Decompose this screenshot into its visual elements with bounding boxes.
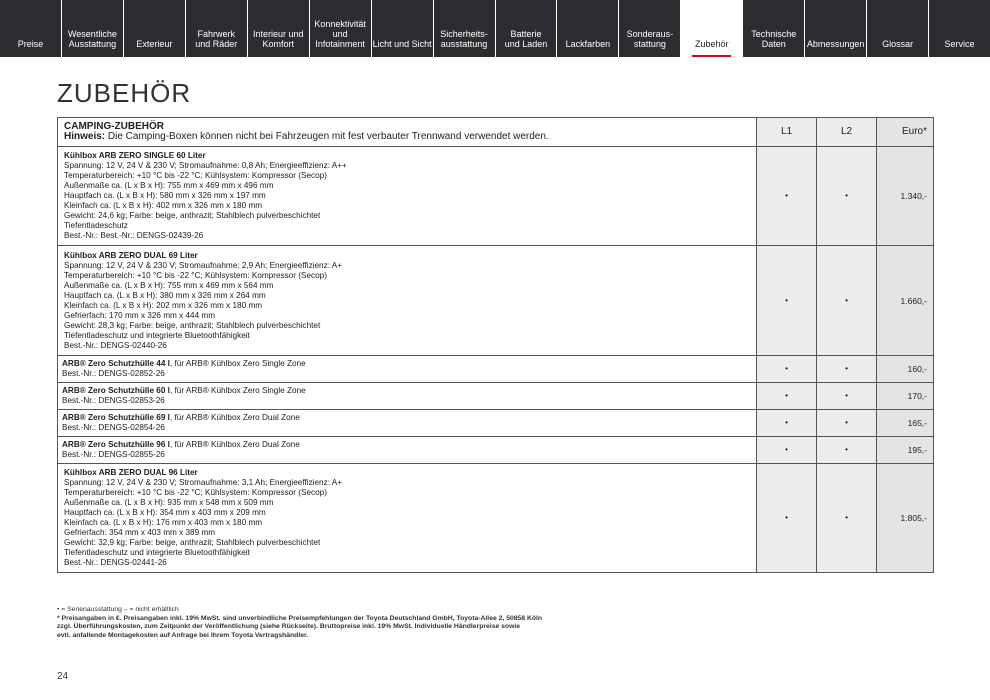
product-price: 165,- [877, 410, 934, 437]
availability-l1: • [757, 410, 817, 437]
availability-l2: • [817, 246, 877, 356]
availability-l1: • [757, 464, 817, 573]
availability-l1: • [757, 147, 817, 246]
availability-l1: • [757, 437, 817, 464]
product-details: Spannung: 12 V, 24 V & 230 V; Stromaufnahme: 0,8 Ah; Energieeffizienz: A++ Temperaturbereich: +10 °C bis -22 °C; Kühlsystem: Kompressor (Secop) Außenmaße ca. (L x B x H): 755 mm x 469 mm x 496 mm Hauptfach ca. (L x B x H): 580 mm x 326 mm x 197 mm Kleinfach ca. (L x B x H): 402 mm x 326 mm x 180 mm Gewicht: 24,6 kg; Farbe: beige, anthrazit; Stahlblech pulverbeschichtet Tiefentladeschutz Best.-Nr.: Best.-Nr.: DENGS-02439-26 [64, 161, 347, 240]
product-title: ARB® Zero Schutzhülle 60 l [62, 386, 170, 395]
nav-tab[interactable]: Technische Daten [743, 0, 805, 57]
product-details: , für ARB® Kühlbox Zero Dual Zone Best.-Nr.: DENGS-02854-26 [62, 413, 300, 432]
availability-l2: • [817, 383, 877, 410]
hint-text: Die Camping-Boxen können nicht bei Fahrzeugen mit fest verbauter Trennwand verwendet werden. [105, 131, 549, 142]
column-header-l1: L1 [757, 118, 817, 147]
section-title: CAMPING-ZUBEHÖR [64, 121, 164, 132]
product-description [58, 356, 757, 383]
product-title: Kühlbox ARB ZERO DUAL 96 Liter [64, 468, 198, 477]
page-title: ZUBEHÖR [57, 78, 192, 108]
nav-tab[interactable]: Zubehör [681, 0, 743, 57]
table-row [58, 356, 934, 383]
nav-tab[interactable]: Fahrwerk und Räder [186, 0, 248, 57]
nav-tab[interactable]: Abmessungen [805, 0, 867, 57]
nav-tab[interactable]: Glossar [867, 0, 929, 57]
product-price: 1.660,- [877, 246, 934, 356]
product-details: Spannung: 12 V, 24 V & 230 V; Stromaufnahme: 3,1 Ah; Energieeffizienz: A+ Temperaturbereich: +10 °C bis -22 °C; Kühlsystem: Kompressor (Secop) Außenmaße ca. (L x B x H): 935 mm x 548 mm x 509 mm Hauptfach ca. (L x B x H): 354 mm x 403 mm x 209 mm Kleinfach ca. (L x B x H): 176 mm x 403 mm x 180 mm Gefrierfach: 354 mm x 403 mm x 389 mm Gewicht: 32,9 kg; Farbe: beige, anthrazit; Stahlblech pulverbeschichtet Tiefentladeschutz und integrierte Bluetoothfähigkeit Best.-Nr.: DENGS-02441-26 [64, 478, 343, 567]
product-details: , für ARB® Kühlbox Zero Dual Zone Best.-Nr.: DENGS-02855-26 [62, 440, 300, 459]
availability-l2: • [817, 147, 877, 246]
product-description [58, 410, 757, 437]
table-row [58, 147, 934, 246]
page-number: 24 [57, 671, 69, 682]
product-description [58, 383, 757, 410]
column-header-price: Euro* [877, 118, 934, 147]
hint-line [64, 132, 750, 142]
accessory-table [57, 117, 934, 573]
column-header-l2: L2 [817, 118, 877, 147]
table-row [58, 437, 934, 464]
product-details: , für ARB® Kühlbox Zero Single Zone Best.-Nr.: DENGS-02852-26 [62, 359, 306, 378]
nav-tab[interactable]: Konnektivität und Infotainment [310, 0, 372, 57]
table-header-description [58, 118, 757, 147]
footnote-legend: • = Serienausstattung – = nicht erhältlich [57, 606, 179, 613]
hint-label: Hinweis: [64, 131, 106, 142]
table-row [58, 246, 934, 356]
section-nav [0, 0, 990, 57]
product-price: 195,- [877, 437, 934, 464]
availability-l1: • [757, 383, 817, 410]
availability-l1: • [757, 246, 817, 356]
availability-l2: • [817, 437, 877, 464]
nav-tab[interactable]: Lackfarben [557, 0, 619, 57]
product-title: ARB® Zero Schutzhülle 44 l [62, 359, 170, 368]
nav-tab[interactable]: Sicherheits- ausstattung [434, 0, 496, 57]
footnote [57, 606, 597, 640]
nav-tab[interactable]: Service [944, 39, 975, 49]
nav-tab[interactable]: Wesentliche Ausstattung [62, 0, 124, 57]
product-details: , für ARB® Kühlbox Zero Single Zone Best.-Nr.: DENGS-02853-26 [62, 386, 306, 405]
product-description [58, 147, 757, 246]
product-price: 160,- [877, 356, 934, 383]
product-price: 1.340,- [877, 147, 934, 246]
nav-tab[interactable]: Preise [0, 0, 62, 57]
product-title: ARB® Zero Schutzhülle 69 l [62, 413, 170, 422]
product-title: Kühlbox ARB ZERO DUAL 69 Liter [64, 250, 198, 260]
availability-l2: • [817, 410, 877, 437]
nav-tab[interactable]: Sonderaus- stattung [619, 0, 681, 57]
table-header-row [58, 118, 934, 147]
product-description [58, 464, 757, 573]
availability-l1: • [757, 356, 817, 383]
table-row [58, 464, 934, 573]
nav-tab[interactable]: Batterie und Laden [496, 0, 558, 57]
product-title: Kühlbox ARB ZERO SINGLE 60 Liter [64, 151, 206, 160]
availability-l2: • [817, 356, 877, 383]
table-row [58, 383, 934, 410]
table-row [58, 410, 934, 437]
nav-tab[interactable]: Exterieur [124, 0, 186, 57]
product-details: Spannung: 12 V, 24 V & 230 V; Stromaufnahme: 2,9 Ah; Energieeffizienz: A+ Temperaturbereich: +10 °C bis -22 °C; Kühlsystem: Kompressor (Secop) Außenmaße ca. (L x B x H): 755 mm x 469 mm x 564 mm Hauptfach ca. (L x B x H): 380 mm x 326 mm x 264 mm Kleinfach ca. (L x B x H): 202 mm x 326 mm x 180 mm Gefrierfach: 170 mm x 326 mm x 444 mm Gewicht: 28,3 kg; Farbe: beige, anthrazit; Stahlblech pulverbeschichtet Tiefentladeschutz und integrierte Bluetoothfähigkeit Best.-Nr.: DENGS-02440-26 [64, 260, 343, 350]
footnote-price-info: * Preisangaben in €. Preisangaben inkl. 19% MwSt. sind unverbindliche Preisempfehlungen der Toyota Deutschland GmbH, Toyota-Allee 2, 50858 Köln zzgl. Überführungskosten, zum Zeitpunkt der Veröffentlichung (siehe Rückseite). Bruttopreise inkl. 19% MwSt. Individuelle Händlerpreise sowie evtl. anfallende Montagekosten auf Anfrage bei Ihrem Toyota Vertragshändler. [57, 614, 543, 639]
product-description [58, 437, 757, 464]
product-title: ARB® Zero Schutzhülle 96 l [62, 440, 170, 449]
product-price: 170,- [877, 383, 934, 410]
nav-tab[interactable]: Licht und Sicht [372, 0, 434, 57]
nav-tab[interactable]: Interieur und Komfort [248, 0, 310, 57]
product-price: 1.805,- [877, 464, 934, 573]
availability-l2: • [817, 464, 877, 573]
product-description [58, 246, 757, 356]
